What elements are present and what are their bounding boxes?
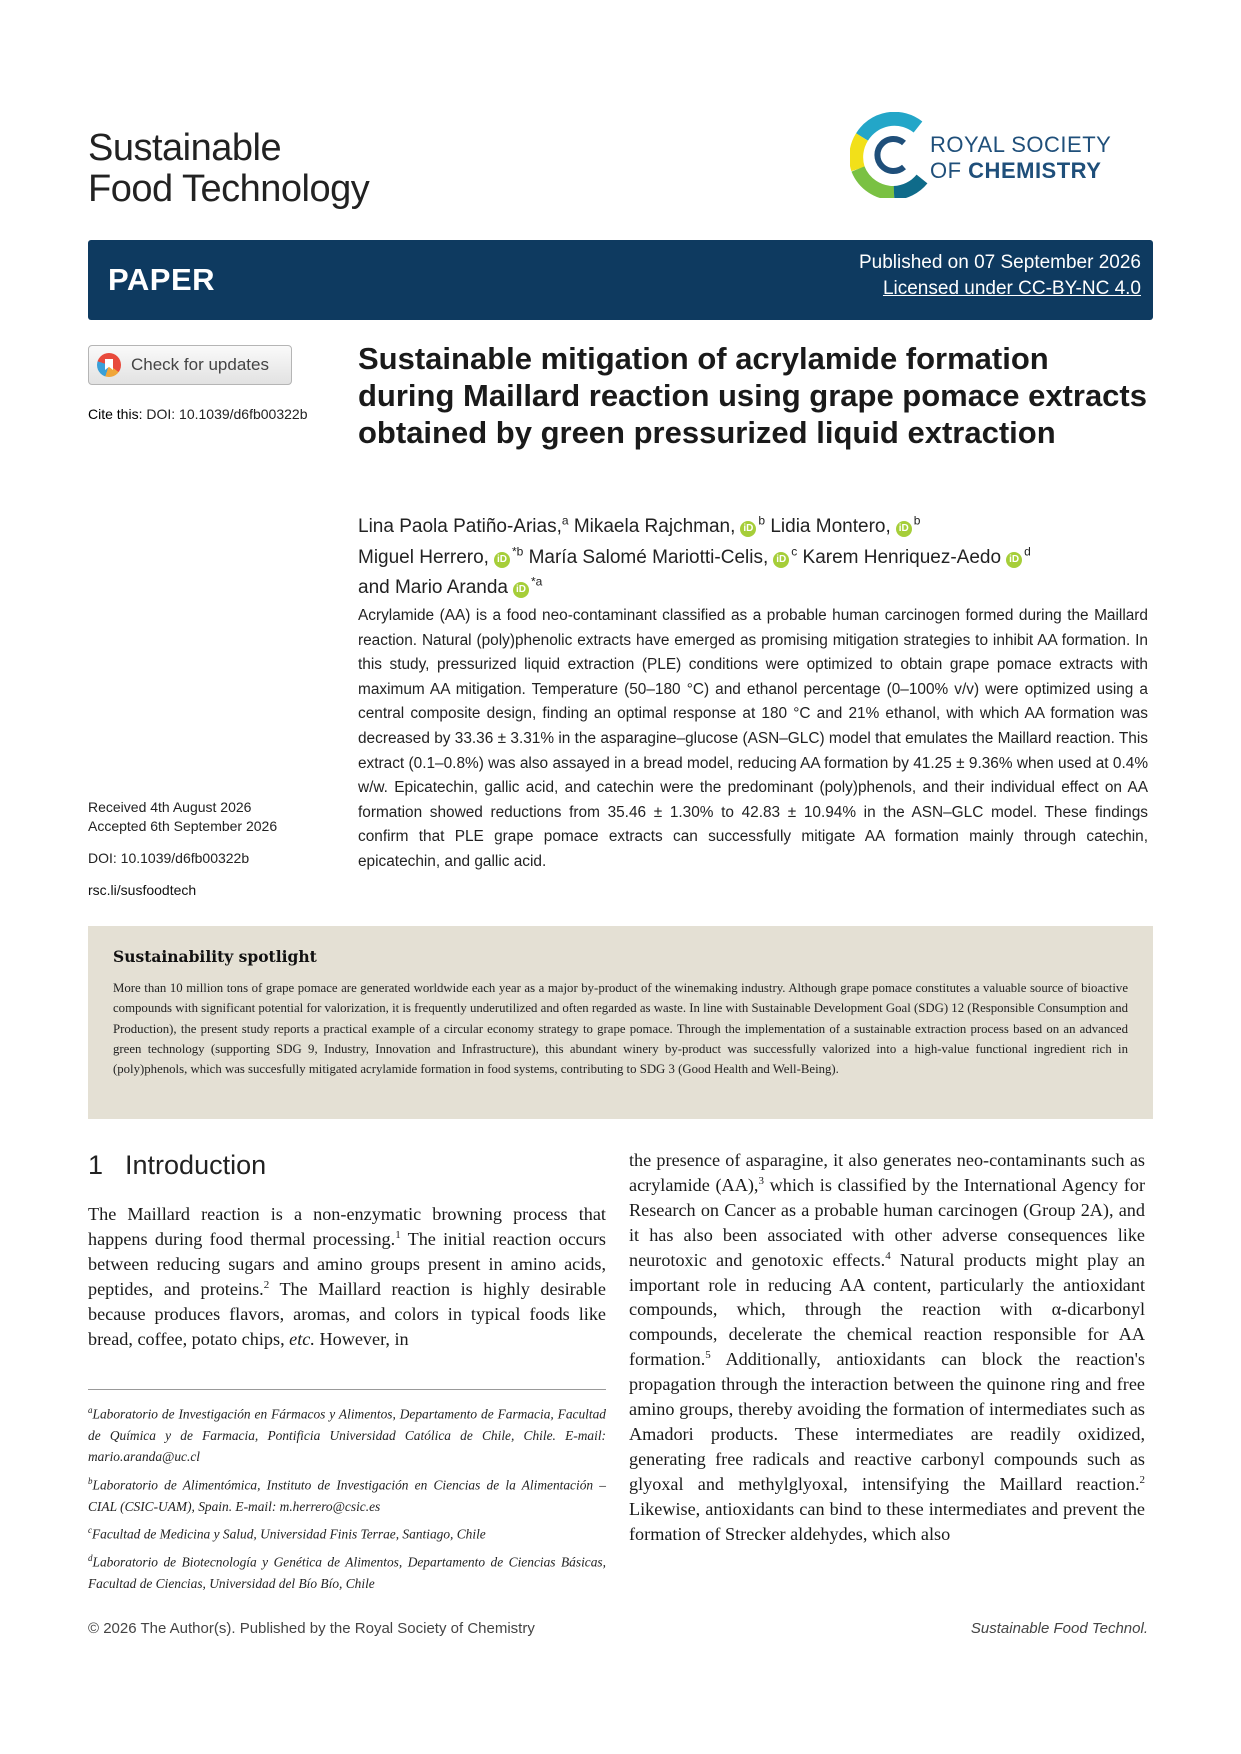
rsc-wordmark-of: OF — [930, 158, 969, 183]
author-affiliation: *b — [511, 544, 524, 559]
author-affiliation: c — [791, 544, 798, 559]
orcid-icon[interactable]: iD — [513, 582, 529, 598]
rsc-logo-mark — [856, 119, 922, 193]
affiliation-mark: a — [88, 1405, 93, 1415]
cite-doi[interactable]: DOI: 10.1039/d6fb00322b — [146, 406, 308, 422]
affiliation-text: Laboratorio de Biotecnología y Genética de Alimentos, Departamento de Ciencias Básicas, Facultad de Ciencias, Universidad del Bío Bío, Chile — [88, 1554, 606, 1592]
crossmark-icon — [97, 353, 121, 377]
body-text: Additionally, antioxidants can block the reaction's propagation through the interaction between the quinone ring and free amino groups, thereby avoiding the formation of intermediates such as Amadori products. These intermediates are readily oxidized, generating free radicals and reactive carbonyl compounds such as glyoxal and methylglyoxal, intensifying the Maillard reaction. — [629, 1349, 1145, 1494]
orcid-icon[interactable]: iD — [494, 552, 510, 568]
journal-abbrev-footer: Sustainable Food Technol. — [970, 1620, 1148, 1637]
affiliation-mark: d — [88, 1553, 93, 1564]
affiliation-text: Laboratorio de Investigación en Fármacos y Alimentos, Departamento de Farmacia, Facultad de Química y de Farmacia, Pontificia Universidad Católica de Chile, Chile. E-mail: mario.aranda@uc.cl — [88, 1406, 606, 1465]
author-affiliation: d — [1024, 544, 1031, 559]
publication-info — [859, 250, 1141, 302]
rsc-wordmark-chemistry: CHEMISTRY — [968, 158, 1102, 183]
received-date: Received 4th August 2026 — [88, 799, 252, 815]
author-name: Lidia Montero, — [770, 516, 891, 538]
body-text: which is classified by the International Agency for Research on Cancer as a probable human carcinogen (Group 2A), and it has also been associated with other adverse consequences like neurotoxic and genotoxic effects. — [629, 1174, 1145, 1270]
sustainability-spotlight — [88, 926, 1153, 1119]
author-7[interactable] — [358, 574, 543, 598]
author-3[interactable] — [770, 516, 920, 537]
rsc-wordmark — [930, 132, 1111, 184]
cite-this — [88, 406, 308, 422]
citation-link[interactable]: 5 — [705, 1349, 711, 1362]
author-name: María Salomé Mariotti-Celis, — [528, 546, 769, 568]
orcid-icon[interactable]: iD — [1006, 552, 1022, 568]
affiliations — [88, 1400, 606, 1598]
article-doi[interactable]: DOI: 10.1039/d6fb00322b — [88, 850, 250, 866]
article-dates — [88, 798, 277, 836]
author-affiliation: b — [758, 514, 766, 528]
body-text: The Maillard reaction is highly desirable because produces flavors, aromas, and colors in typical foods like bread, coffee, potato chips, — [88, 1278, 606, 1349]
rsc-wordmark-line2 — [930, 158, 1111, 184]
author-name: and Mario Aranda — [358, 576, 508, 598]
body-text-italic: etc. — [289, 1328, 315, 1349]
affiliation-mark: b — [88, 1475, 93, 1486]
intro-right-column — [629, 1148, 1145, 1547]
article-type-label: PAPER — [108, 262, 216, 297]
orcid-icon[interactable]: iD — [773, 552, 789, 568]
body-text: Likewise, antioxidants can bind to these intermediates and prevent the formation of Strecker aldehydes, which also — [629, 1498, 1145, 1544]
section-number: 1 — [88, 1150, 104, 1180]
journal-link[interactable]: rsc.li/susfoodtech — [88, 882, 197, 898]
journal-title — [88, 128, 369, 210]
license-link[interactable]: Licensed under CC-BY-NC 4.0 — [882, 278, 1141, 299]
paper-banner — [88, 240, 1153, 320]
affiliation-mark: c — [88, 1525, 92, 1536]
journal-title-line2: Food Technology — [88, 168, 370, 210]
abstract: Acrylamide (AA) is a food neo-contaminant classified as a probable human carcinogen formed during the Maillard reaction. Natural (poly)phenolic extracts have emerged as promising mitigation strategies to inhibit AA formation. In this study, pressurized liquid extraction (PLE) conditions were optimized to obtain grape pomace extracts with maximum AA mitigation. Temperature (50–180 °C) and ethanol percentage (0–100% v/v) were optimized using a central composite design, finding an optimal response at 180 °C and 21% ethanol, with which AA formation was decreased by 33.36 ± 3.31% in the asparagine–glucose (ASN–GLC) model that emulates the Maillard reaction. This extract (0.1–0.8%) was also assayed in a bread model, reducing AA formation by 41.25 ± 9.36% when used at 0.4% w/w. Epicatechin, gallic acid, and catechin were the predominant (poly)phenols, and their individual effect on AA formation showed reductions from 35.46 ± 1.30% to 42.83 ± 10.94% in the ASN–GLC model. These findings confirm that PLE grape pomace extracts can successfully mitigate AA formation mainly through catechin, epicatechin, and gallic acid. — [358, 607, 1148, 870]
body-text: However, in — [314, 1328, 409, 1349]
spotlight-body: More than 10 million tons of grape pomace are generated worldwide each year as a major by-product of the winemaking industry. Although grape pomace constitutes a valuable source of bioactive compounds with significant potential for valorization, it is frequently underutilized and often regarded as waste. In line with Sustainable Development Goal (SDG) 12 (Responsible Consumption and Production), the present study reports a practical example of a circular economy strategy to grape pomace. Through the implementation of a sustainable extraction process based on an advanced green technology (supporting SDG 9, Industry, Innovation and Infrastructure), this abundant winery by-product was successfully valorized into a high-value functional ingredient rich in (poly)phenols, which was succesfully mitigated acrylamide formation in food systems, contributing to SDG 3 (Good Health and Well-Being). — [113, 981, 1128, 1077]
author-5[interactable] — [528, 544, 798, 568]
spotlight-title: Sustainability spotlight — [113, 947, 317, 966]
section-heading — [88, 1150, 266, 1181]
author-name: Karem Henriquez-Aedo — [802, 546, 1002, 568]
author-4[interactable] — [358, 544, 524, 568]
published-date: Published on 07 September 2026 — [858, 252, 1141, 273]
accepted-date: Accepted 6th September 2026 — [88, 818, 278, 834]
copyright-footer: © 2026 The Author(s). Published by the Royal Society of Chemistry — [88, 1620, 535, 1637]
author-1[interactable] — [358, 516, 569, 537]
orcid-icon[interactable]: iD — [740, 521, 756, 537]
intro-left-column — [88, 1202, 606, 1351]
check-for-updates-button[interactable] — [88, 345, 292, 385]
author-affiliation: *a — [531, 574, 543, 589]
author-list — [358, 509, 1148, 600]
citation-link[interactable]: 4 — [885, 1249, 891, 1262]
author-name: Lina Paola Patiño-Arias, — [358, 516, 562, 538]
affiliation-c — [88, 1520, 606, 1545]
citation-link[interactable]: 3 — [758, 1174, 764, 1187]
body-text: The initial reaction occurs between reducing sugars and amino groups present in amino acids, peptides, and proteins. — [88, 1228, 606, 1299]
check-for-updates-label: Check for updates — [131, 355, 269, 374]
body-text: the presence of asparagine, it also generates neo-contaminants such as acrylamide (AA), — [629, 1150, 1145, 1195]
cite-label: Cite this: — [88, 406, 143, 422]
citation-link[interactable]: 1 — [395, 1228, 401, 1241]
author-name: Miguel Herrero, — [358, 546, 489, 568]
author-6[interactable] — [802, 544, 1031, 568]
author-2[interactable] — [574, 516, 765, 537]
body-text: The Maillard reaction is a non-enzymatic browning process that happens during food thermal processing. — [88, 1204, 606, 1249]
body-text: Natural products might play an important role in reducing AA content, particularly the antioxidant compounds, which, through the reaction with α-dicarbonyl compounds, decelerate the chemical reaction responsible for AA formation. — [629, 1249, 1146, 1370]
affiliation-b — [88, 1471, 606, 1517]
footnote-divider — [88, 1389, 606, 1390]
article-title: Sustainable mitigation of acrylamide formation during Maillard reaction using grape pomace extracts obtained by green pressurized liquid extraction — [358, 341, 1147, 450]
author-affiliation: a — [561, 514, 569, 528]
citation-link[interactable]: 2 — [1139, 1473, 1145, 1486]
affiliation-text: Laboratorio de Alimentómica, Instituto de Investigación en Ciencias de la Alimentación – CIAL (CSIC-UAM), Spain. E-mail: m.herrero@csic.es — [88, 1477, 606, 1514]
journal-title-line1: Sustainable — [88, 127, 282, 169]
rsc-wordmark-line1: ROYAL SOCIETY — [930, 132, 1112, 157]
citation-link[interactable]: 2 — [263, 1278, 270, 1291]
affiliation-text: Facultad de Medicina y Salud, Universidad Finis Terrae, Santiago, Chile — [92, 1526, 486, 1542]
orcid-icon[interactable]: iD — [896, 521, 912, 537]
affiliation-a — [88, 1400, 606, 1468]
author-name: Mikaela Rajchman, — [573, 516, 736, 538]
affiliation-d — [88, 1548, 606, 1594]
section-title: Introduction — [125, 1150, 267, 1180]
author-affiliation: b — [913, 514, 921, 528]
